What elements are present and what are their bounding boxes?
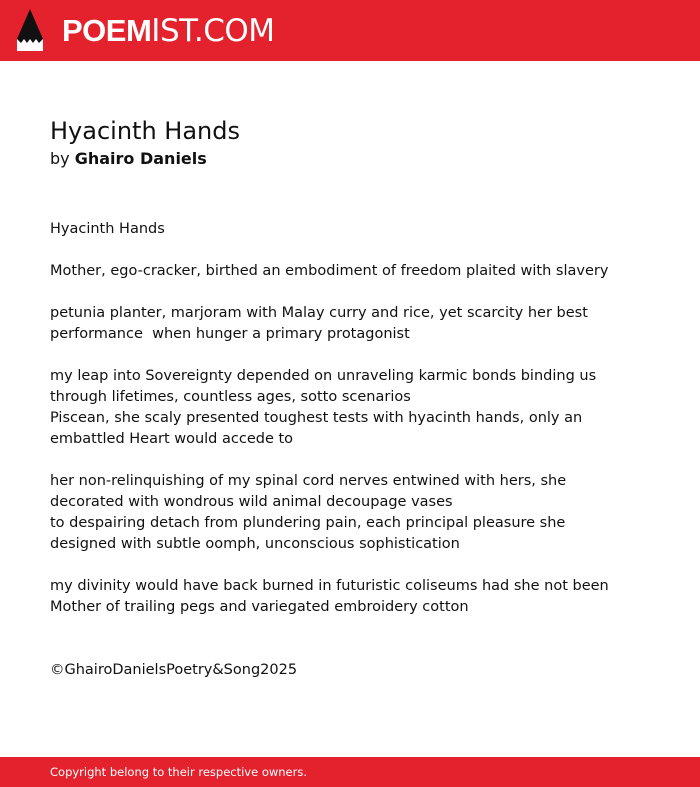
stanza: [50, 366, 650, 450]
poem-line: through lifetimes, countless ages, sotto scenarios: [50, 389, 411, 405]
poem-line: embattled Heart would accede to: [50, 431, 294, 447]
stanza: [50, 576, 650, 618]
site-footer: [0, 757, 700, 787]
poem-line: petunia planter, marjoram with Malay curry and rice, yet scarcity her best: [50, 305, 588, 321]
stanza: [50, 471, 650, 555]
footer-copyright: Copyright belong to their respective owners.: [50, 765, 308, 779]
poem-line: my leap into Sovereignty depended on unraveling karmic bonds binding us: [50, 368, 597, 384]
brand-strong: POEM: [62, 13, 152, 48]
by-label: by: [50, 149, 70, 168]
stanza: [50, 261, 650, 282]
stanza: [50, 219, 650, 240]
poem-line: Mother of trailing pegs and variegated embroidery cotton: [50, 599, 469, 615]
author-name: Ghairo Daniels: [74, 149, 207, 168]
poem-copyright: ©GhairoDanielsPoetry&Song2025: [50, 662, 298, 678]
poem-line: Piscean, she scaly presented toughest tests with hyacinth hands, only an: [50, 410, 583, 426]
poem-body: [50, 219, 650, 639]
poem-title: Hyacinth Hands: [50, 117, 240, 145]
poem-line: her non-relinquishing of my spinal cord nerves entwined with hers, she: [50, 473, 567, 489]
poem-line: my divinity would have back burned in futuristic coliseums had she not been: [50, 578, 609, 594]
byline: [50, 148, 207, 170]
poem-line: decorated with wondrous wild animal decoupage vases: [50, 494, 453, 510]
site-header: [0, 0, 700, 61]
poem-line: performance when hunger a primary protagonist: [50, 326, 410, 342]
stanza: [50, 303, 650, 345]
pencil-tip-icon[interactable]: [17, 9, 43, 51]
poem-line: designed with subtle oomph, unconscious sophistication: [50, 536, 460, 552]
poem-line: to despairing detach from plundering pain, each principal pleasure she: [50, 515, 566, 531]
site-logo-text[interactable]: [62, 12, 275, 50]
poem-line: Hyacinth Hands: [50, 221, 165, 237]
poem-line: Mother, ego-cracker, birthed an embodiment of freedom plaited with slavery: [50, 263, 609, 279]
brand-light: IST.COM: [151, 13, 275, 49]
